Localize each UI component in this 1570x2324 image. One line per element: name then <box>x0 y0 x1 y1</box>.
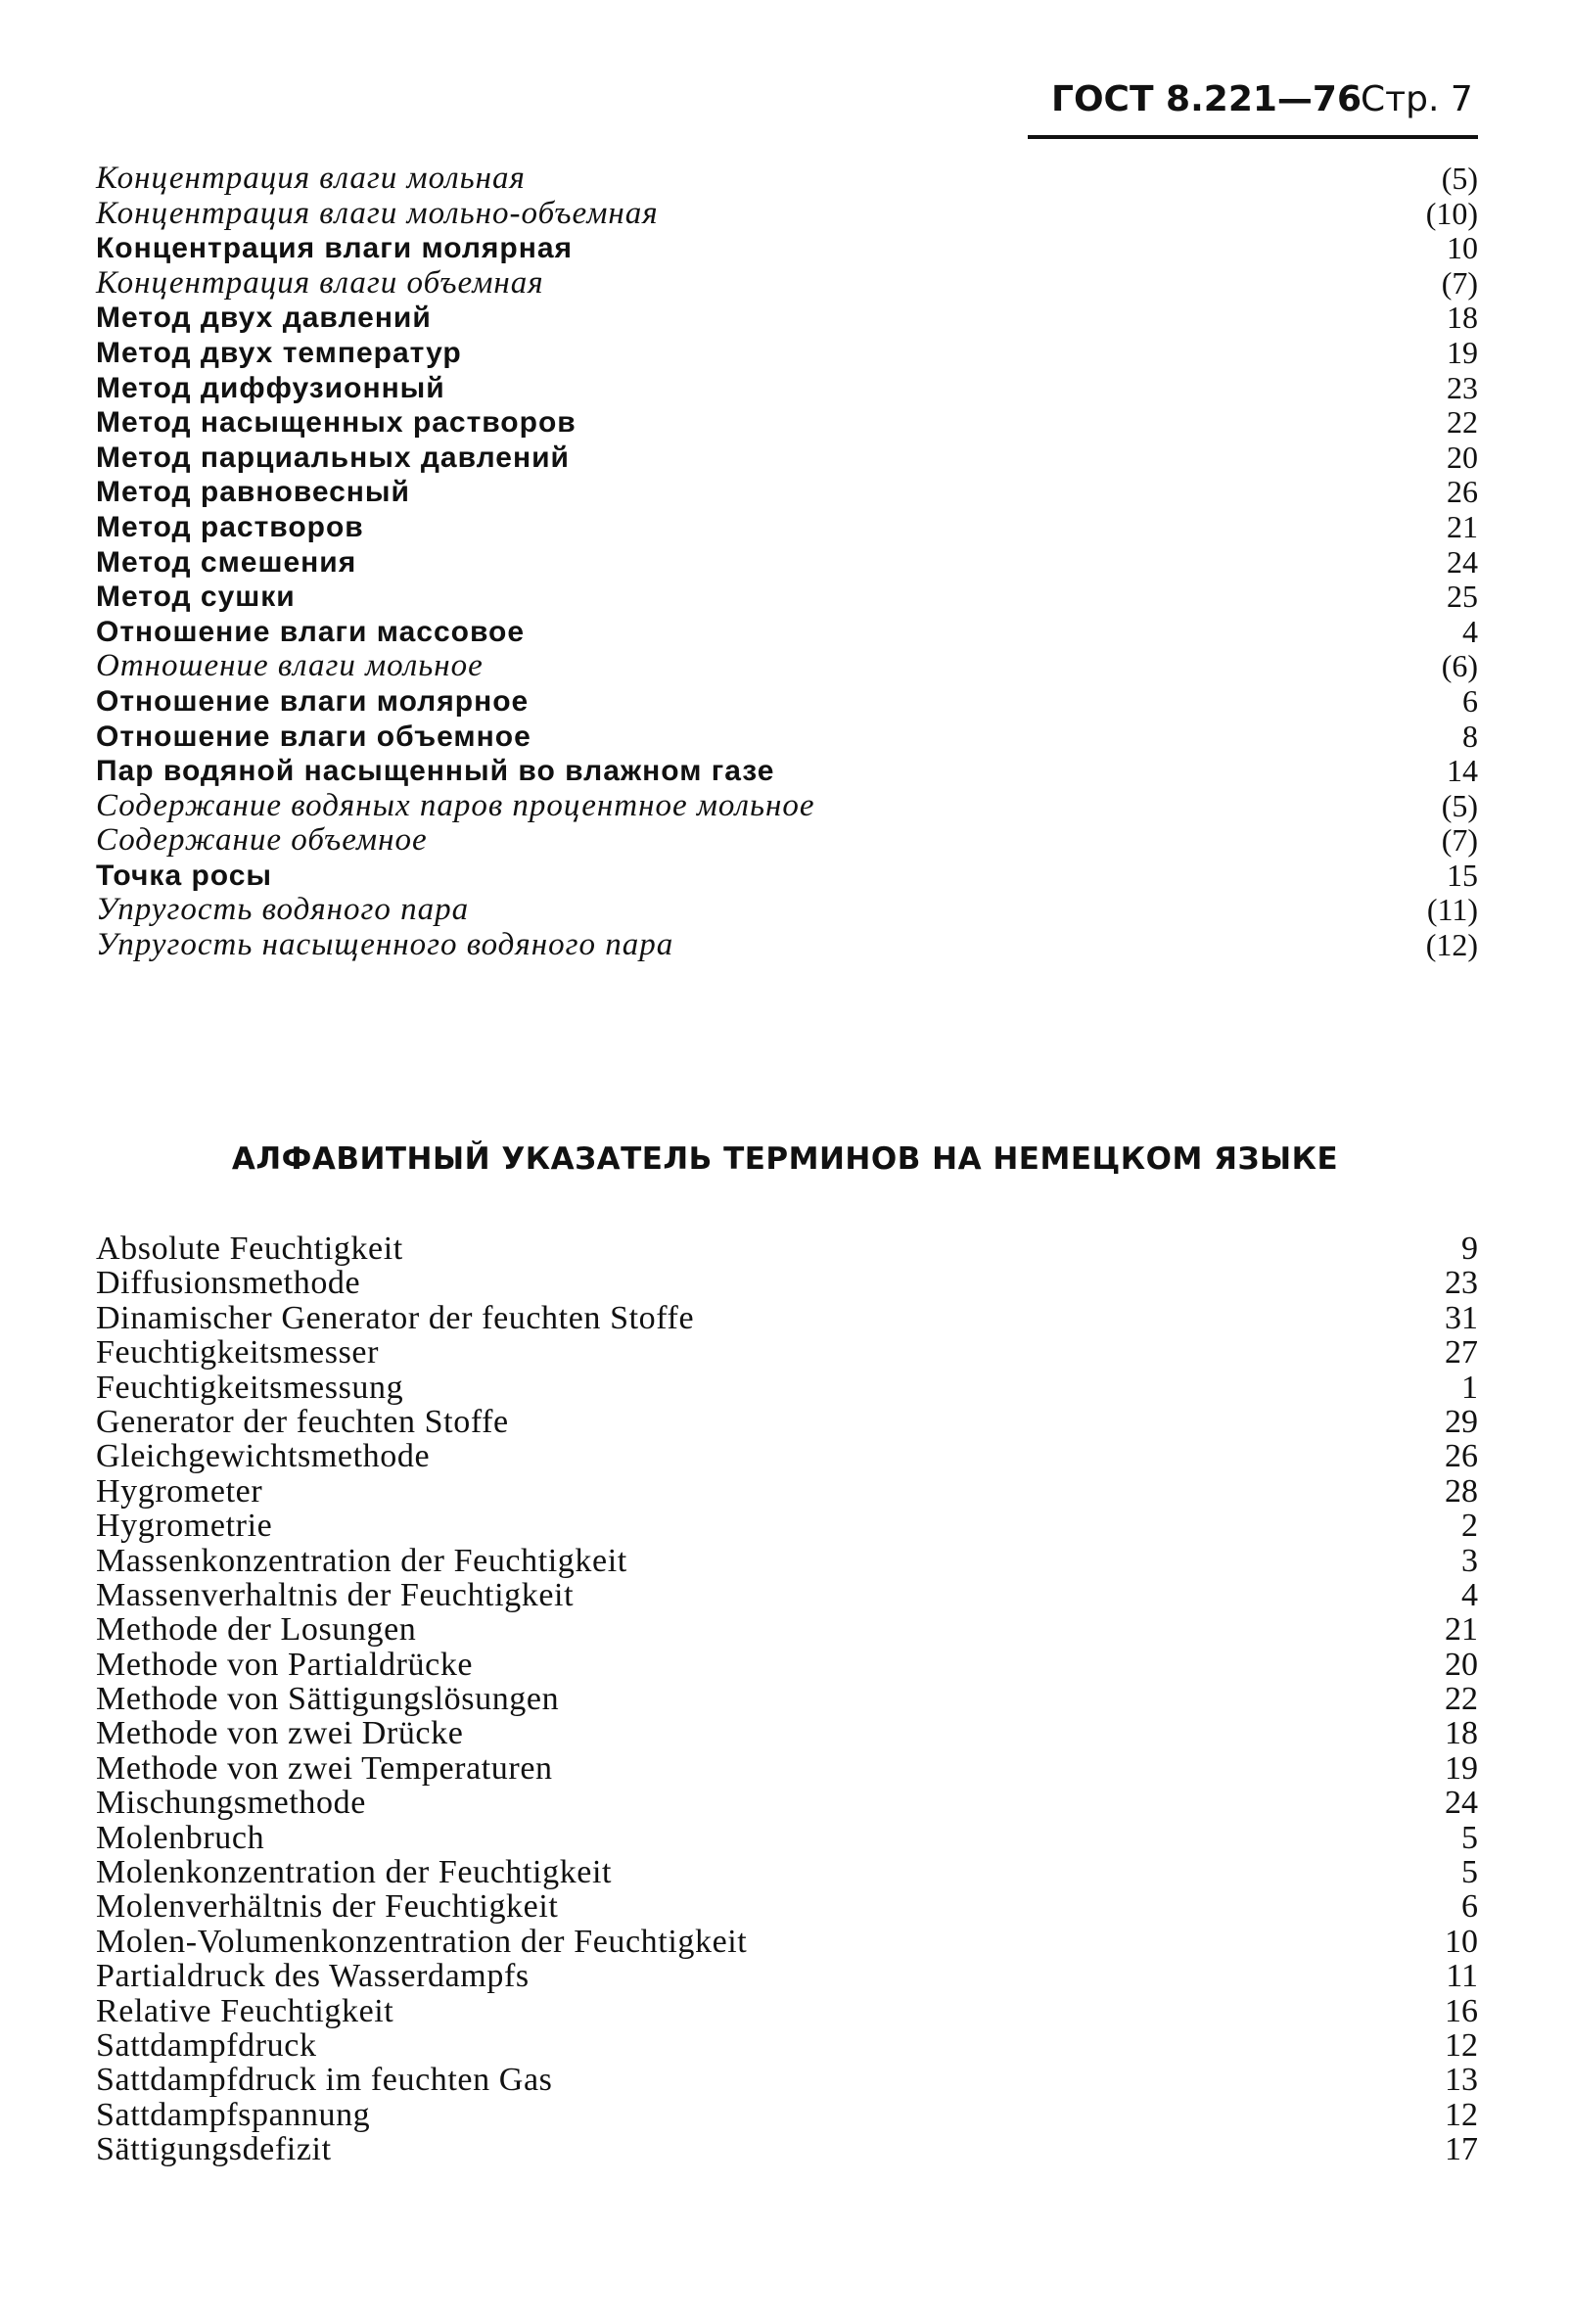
german-index-row <box>96 1612 1478 1647</box>
term-reference-number: 21 <box>1447 508 1478 544</box>
german-index-row <box>96 1335 1478 1370</box>
index-term: Absolute Feuchtigkeit <box>96 1231 403 1267</box>
term-reference-number: 22 <box>1447 404 1478 441</box>
russian-index-row <box>96 336 1478 371</box>
index-term: Relative Feuchtigkeit <box>96 1992 394 2029</box>
german-index-row <box>96 1716 1478 1750</box>
term-reference-number: 9 <box>1461 1231 1478 1267</box>
term-reference-number: 4 <box>1461 1576 1478 1613</box>
german-index-row <box>96 2132 1478 2166</box>
russian-index-row <box>96 580 1478 615</box>
index-term: Molen-Volumenkonzentration der Feuchtigkeit <box>96 1923 748 1960</box>
term-reference-number: 10 <box>1445 1923 1478 1960</box>
index-term: Massenverhaltnis der Feuchtigkeit <box>96 1576 575 1613</box>
index-term: Methode von zwei Drücke <box>96 1715 464 1752</box>
term-reference-number: 6 <box>1462 682 1478 719</box>
index-term: Концентрация влаги объемная <box>96 264 544 301</box>
index-term: Метод диффузионный <box>96 371 445 404</box>
index-term: Содержание объемное <box>96 822 428 859</box>
german-index-row <box>96 1474 1478 1509</box>
term-reference-number: 12 <box>1445 2096 1478 2133</box>
german-index-row <box>96 1682 1478 1716</box>
index-term: Molenbruch <box>96 1819 265 1856</box>
term-reference-number: 1 <box>1461 1369 1478 1406</box>
german-index-row <box>96 1925 1478 1959</box>
russian-index-row <box>96 510 1478 545</box>
index-term: Molenverhältnis der Feuchtigkeit <box>96 1888 559 1926</box>
german-index-row <box>96 1959 1478 1993</box>
term-reference-number: (7) <box>1441 264 1478 301</box>
term-reference-number: 5 <box>1461 1854 1478 1891</box>
russian-index-row <box>96 649 1478 684</box>
german-index-title: АЛФАВИТНЫЙ УКАЗАТЕЛЬ ТЕРМИНОВ НА НЕМЕЦКОМ ЯЗЫКЕ <box>231 1141 1339 1177</box>
term-reference-number: 20 <box>1447 439 1478 475</box>
term-reference-number: 31 <box>1445 1299 1478 1336</box>
russian-index-row <box>96 197 1478 232</box>
index-term: Точка росы <box>96 859 273 892</box>
russian-index-row <box>96 823 1478 859</box>
index-term: Dinamischer Generator der feuchten Stoffe <box>96 1299 695 1336</box>
index-term: Methode von zwei Temperaturen <box>96 1749 553 1787</box>
index-term: Упругость водяного пара <box>96 892 470 928</box>
index-term: Generator der feuchten Stoffe <box>96 1403 509 1440</box>
index-term: Метод равновесный <box>96 476 410 509</box>
russian-index-row <box>96 405 1478 441</box>
index-term: Метод смешения <box>96 545 357 579</box>
term-reference-number: 22 <box>1445 1681 1478 1718</box>
index-term: Метод сушки <box>96 581 296 614</box>
term-reference-number: 21 <box>1445 1611 1478 1649</box>
russian-index-row <box>96 231 1478 266</box>
term-reference-number: 6 <box>1461 1888 1478 1926</box>
german-index-row <box>96 1578 1478 1612</box>
german-index-row <box>96 1648 1478 1682</box>
term-reference-number: (5) <box>1441 787 1478 823</box>
term-reference-number: 17 <box>1445 2131 1478 2168</box>
german-index-row <box>96 2063 1478 2097</box>
index-term: Molenkonzentration der Feuchtigkeit <box>96 1854 613 1891</box>
russian-index-row <box>96 859 1478 894</box>
russian-index-row <box>96 301 1478 336</box>
term-reference-number: 19 <box>1447 334 1478 370</box>
russian-index-row <box>96 684 1478 720</box>
index-term: Пар водяной насыщенный во влажном газе <box>96 755 775 788</box>
index-term: Mischungsmethode <box>96 1785 366 1822</box>
term-reference-number: 28 <box>1445 1472 1478 1510</box>
term-reference-number: 26 <box>1447 474 1478 510</box>
term-reference-number: 12 <box>1445 2026 1478 2064</box>
term-reference-number: 16 <box>1445 1992 1478 2029</box>
russian-index-row <box>96 615 1478 650</box>
index-term: Метод двух температур <box>96 336 462 369</box>
german-index-row <box>96 1509 1478 1543</box>
index-term: Methode von Partialdrücke <box>96 1646 474 1683</box>
index-term: Отношение влаги молярное <box>96 684 530 718</box>
term-reference-number: 11 <box>1446 1958 1478 1995</box>
russian-index-row <box>96 789 1478 824</box>
index-term: Feuchtigkeitsmessung <box>96 1369 404 1406</box>
term-reference-number: 23 <box>1447 369 1478 405</box>
german-index-row <box>96 1371 1478 1405</box>
term-reference-number: 27 <box>1445 1334 1478 1371</box>
index-term: Sättigungsdefizit <box>96 2131 332 2168</box>
german-index-row <box>96 2098 1478 2132</box>
term-reference-number: 24 <box>1447 543 1478 580</box>
german-index-row <box>96 1786 1478 1820</box>
index-term: Gleichgewichtsmethode <box>96 1438 431 1475</box>
german-index-row <box>96 1821 1478 1855</box>
term-reference-number: 4 <box>1462 613 1478 649</box>
index-term: Концентрация влаги мольная <box>96 161 526 196</box>
term-reference-number: 25 <box>1447 579 1478 615</box>
index-term: Feuchtigkeitsmesser <box>96 1334 380 1371</box>
term-reference-number: 8 <box>1462 718 1478 754</box>
german-index-row <box>96 1439 1478 1473</box>
german-index-row <box>96 1266 1478 1300</box>
term-reference-number: (12) <box>1425 927 1478 963</box>
index-term: Содержание водяных паров процентное мольное <box>96 787 815 823</box>
term-reference-number: 18 <box>1447 300 1478 336</box>
index-term: Sattdampfspannung <box>96 2096 371 2133</box>
german-term-index <box>96 1232 1478 2167</box>
russian-index-row <box>96 928 1478 963</box>
german-index-row <box>96 1751 1478 1786</box>
german-index-row <box>96 1855 1478 1889</box>
index-term: Hygrometrie <box>96 1508 273 1545</box>
german-index-row <box>96 1232 1478 1266</box>
russian-index-row <box>96 162 1478 197</box>
russian-index-row <box>96 893 1478 928</box>
term-reference-number: (7) <box>1441 822 1478 859</box>
russian-index-row <box>96 720 1478 755</box>
document-id: ГОСТ 8.221—76 <box>1051 79 1362 119</box>
index-term: Упругость насыщенного водяного пара <box>96 927 674 963</box>
german-index-row <box>96 1405 1478 1439</box>
index-term: Концентрация влаги молярная <box>96 232 574 265</box>
german-index-row <box>96 1994 1478 2028</box>
russian-index-row <box>96 754 1478 789</box>
index-term: Massenkonzentration der Feuchtigkeit <box>96 1542 627 1579</box>
index-term: Метод двух давлений <box>96 302 432 335</box>
russian-index-row <box>96 441 1478 476</box>
term-reference-number: (10) <box>1425 195 1478 231</box>
term-reference-number: (5) <box>1441 161 1478 196</box>
term-reference-number: (6) <box>1441 648 1478 684</box>
index-term: Метод растворов <box>96 510 364 543</box>
term-reference-number: 5 <box>1461 1819 1478 1856</box>
index-term: Partialdruck des Wasserdampfs <box>96 1958 530 1995</box>
russian-index-row <box>96 371 1478 406</box>
index-term: Метод парциальных давлений <box>96 441 570 474</box>
term-reference-number: 24 <box>1445 1785 1478 1822</box>
term-reference-number: 13 <box>1445 2062 1478 2099</box>
page-number: Стр. 7 <box>1361 79 1473 119</box>
german-index-row <box>96 2028 1478 2063</box>
term-reference-number: 20 <box>1445 1646 1478 1683</box>
term-reference-number: 18 <box>1445 1715 1478 1752</box>
term-reference-number: 19 <box>1445 1749 1478 1787</box>
term-reference-number: 10 <box>1447 230 1478 266</box>
german-index-row <box>96 1301 1478 1335</box>
russian-index-row <box>96 475 1478 510</box>
german-index-row <box>96 1544 1478 1578</box>
russian-index-row <box>96 545 1478 581</box>
index-term: Отношение влаги объемное <box>96 720 531 753</box>
index-term: Methode von Sättigungslösungen <box>96 1681 560 1718</box>
term-reference-number: (11) <box>1426 892 1478 928</box>
index-term: Концентрация влаги мольно-объемная <box>96 195 659 231</box>
term-reference-number: 2 <box>1461 1508 1478 1545</box>
index-term: Отношение влаги мольное <box>96 648 484 684</box>
index-term: Diffusionsmethode <box>96 1265 361 1302</box>
index-term: Sattdampfdruck im feuchten Gas <box>96 2062 553 2099</box>
term-reference-number: 15 <box>1447 857 1478 893</box>
german-index-row <box>96 1889 1478 1924</box>
index-term: Sattdampfdruck <box>96 2026 317 2064</box>
index-term: Hygrometer <box>96 1472 263 1510</box>
russian-term-index <box>96 162 1478 963</box>
index-term: Метод насыщенных растворов <box>96 406 577 440</box>
term-reference-number: 3 <box>1461 1542 1478 1579</box>
term-reference-number: 23 <box>1445 1265 1478 1302</box>
index-term: Отношение влаги массовое <box>96 615 526 648</box>
term-reference-number: 14 <box>1447 753 1478 789</box>
russian-index-row <box>96 266 1478 302</box>
index-term: Methode der Losungen <box>96 1611 417 1649</box>
page-header <box>1028 76 1478 139</box>
term-reference-number: 29 <box>1445 1403 1478 1440</box>
term-reference-number: 26 <box>1445 1438 1478 1475</box>
